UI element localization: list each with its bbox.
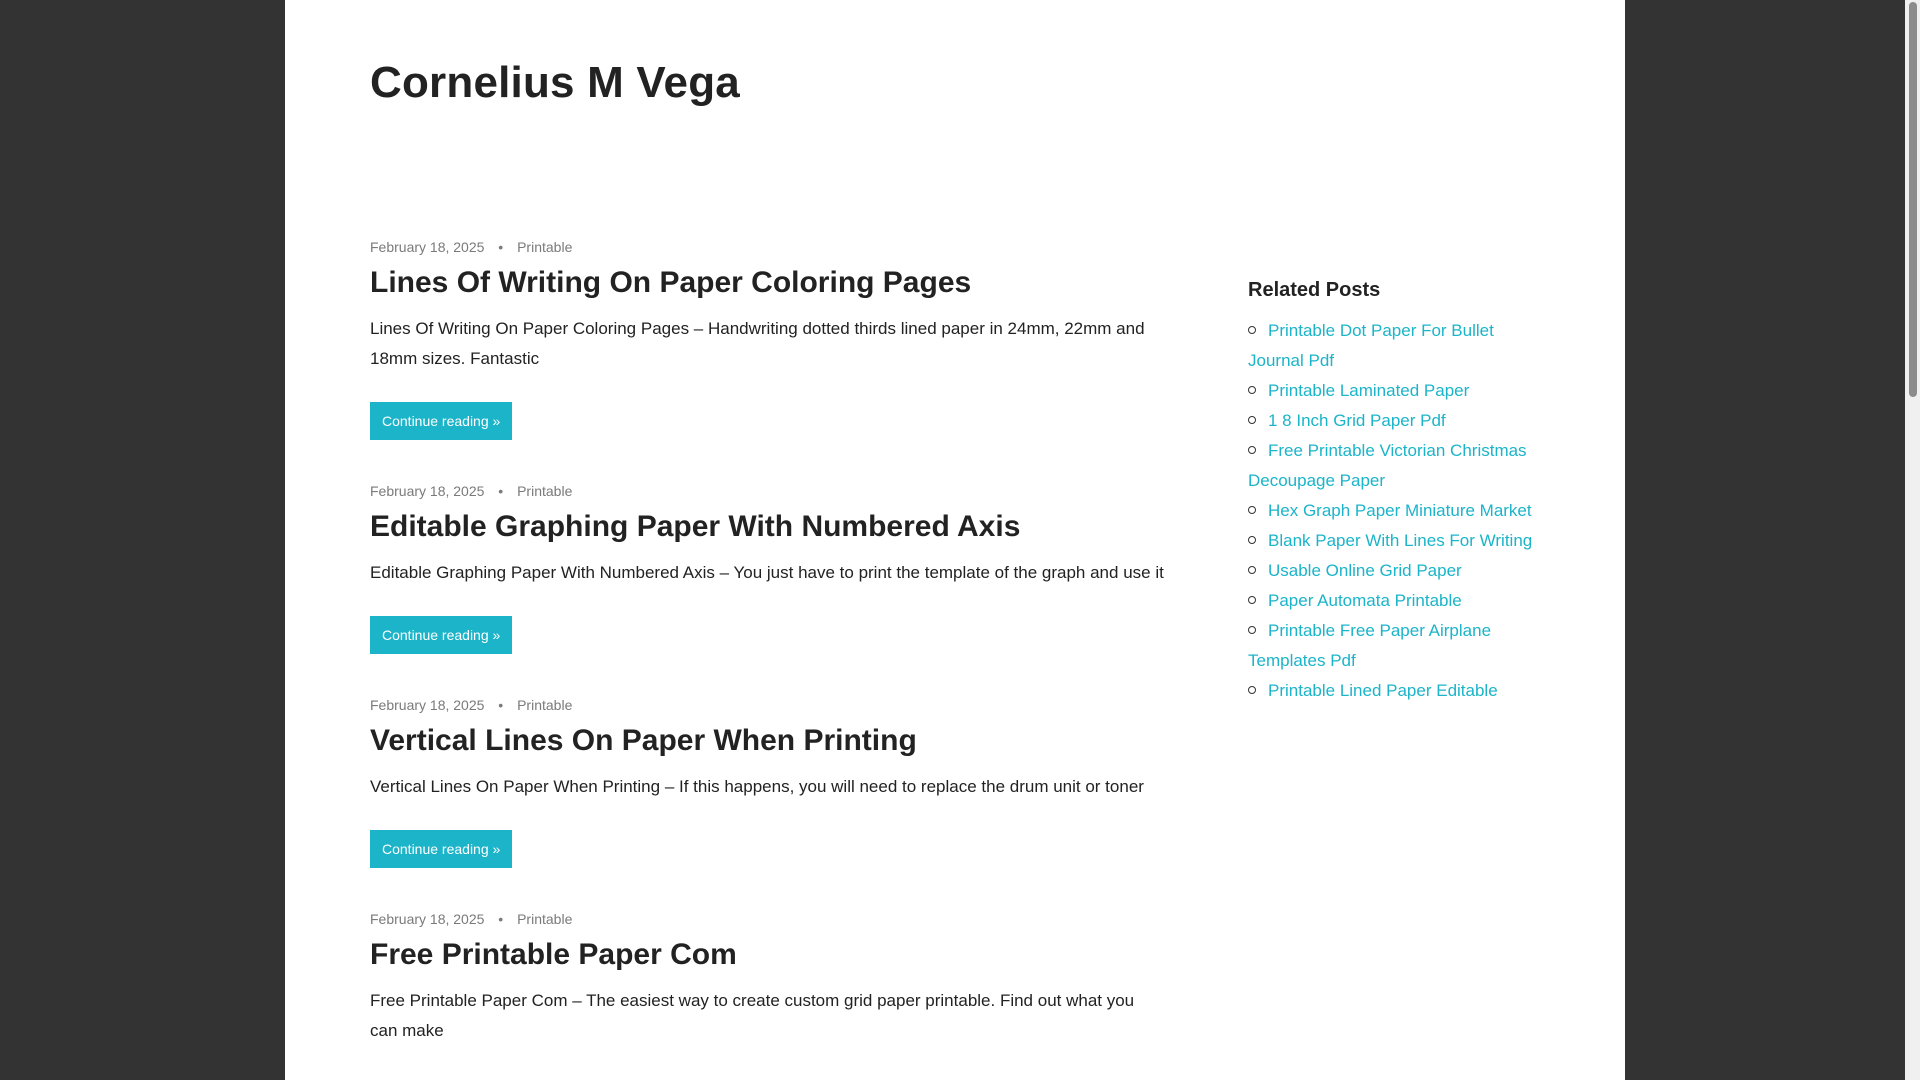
related-post-link[interactable]: Printable Lined Paper Editable xyxy=(1268,681,1498,700)
post-item xyxy=(370,236,1165,440)
related-post-link[interactable]: Free Printable Victorian Christmas Decoupage Paper xyxy=(1248,441,1527,490)
related-post-link[interactable]: Blank Paper With Lines For Writing xyxy=(1268,531,1533,550)
related-posts-list xyxy=(1248,316,1548,706)
post-title[interactable]: Vertical Lines On Paper When Printing xyxy=(370,724,917,757)
sidebar xyxy=(1248,279,1548,706)
meta-separator: • xyxy=(498,483,504,499)
page-container xyxy=(285,0,1625,1080)
related-post-link[interactable]: 1 8 Inch Grid Paper Pdf xyxy=(1268,411,1446,430)
related-post-item xyxy=(1248,496,1548,526)
bullet-icon xyxy=(1248,626,1256,634)
related-post-item xyxy=(1248,376,1548,406)
post-item xyxy=(370,480,1165,654)
related-post-item xyxy=(1248,526,1548,556)
post-excerpt: Lines Of Writing On Paper Coloring Pages – Handwriting dotted thirds lined paper in 24mm, 22mm and 18mm sizes. Fantastic xyxy=(370,319,1145,368)
posts-list xyxy=(370,236,1165,1080)
related-post-item xyxy=(1248,316,1548,376)
continue-reading-button[interactable]: Continue reading » xyxy=(370,830,512,868)
bullet-icon xyxy=(1248,566,1256,574)
post-meta xyxy=(370,908,1165,930)
related-post-item xyxy=(1248,586,1548,616)
post-meta xyxy=(370,480,1165,502)
post-category-link[interactable]: Printable xyxy=(517,239,573,255)
bullet-icon xyxy=(1248,386,1256,394)
related-post-link[interactable]: Printable Dot Paper For Bullet Journal Pdf xyxy=(1248,321,1494,370)
post-date[interactable]: February 18, 2025 xyxy=(370,483,485,499)
post-category-link[interactable]: Printable xyxy=(517,911,573,927)
bullet-icon xyxy=(1248,686,1256,694)
related-post-item xyxy=(1248,436,1548,496)
meta-separator: • xyxy=(498,697,504,713)
scrollbar-thumb[interactable] xyxy=(1909,2,1917,397)
related-post-link[interactable]: Printable Laminated Paper xyxy=(1268,381,1470,400)
meta-separator: • xyxy=(498,239,504,255)
related-posts-heading: Related Posts xyxy=(1248,279,1381,301)
post-category-link[interactable]: Printable xyxy=(517,483,573,499)
related-post-item xyxy=(1248,406,1548,436)
meta-separator: • xyxy=(498,911,504,927)
post-title[interactable]: Lines Of Writing On Paper Coloring Pages xyxy=(370,266,972,299)
post-excerpt: Vertical Lines On Paper When Printing – If this happens, you will need to replace the drum unit or toner xyxy=(370,777,1144,796)
post-title[interactable]: Free Printable Paper Com xyxy=(370,938,737,971)
post-meta xyxy=(370,236,1165,258)
continue-reading-button[interactable]: Continue reading » xyxy=(370,402,512,440)
post-item xyxy=(370,908,1165,1046)
related-post-link[interactable]: Printable Free Paper Airplane Templates Pdf xyxy=(1248,621,1492,670)
bullet-icon xyxy=(1248,446,1256,454)
bullet-icon xyxy=(1248,596,1256,604)
post-excerpt: Free Printable Paper Com – The easiest way to create custom grid paper printable. Find out what you can make xyxy=(370,991,1135,1040)
site-title[interactable]: Cornelius M Vega xyxy=(370,58,740,107)
vertical-scrollbar[interactable] xyxy=(1905,0,1920,1080)
post-meta xyxy=(370,694,1165,716)
related-post-item xyxy=(1248,616,1548,676)
continue-reading-button[interactable]: Continue reading » xyxy=(370,616,512,654)
bullet-icon xyxy=(1248,536,1256,544)
related-post-link[interactable]: Usable Online Grid Paper xyxy=(1268,561,1462,580)
post-excerpt: Editable Graphing Paper With Numbered Axis – You just have to print the template of the graph and use it xyxy=(370,563,1164,582)
post-date[interactable]: February 18, 2025 xyxy=(370,911,485,927)
related-post-link[interactable]: Hex Graph Paper Miniature Market xyxy=(1268,501,1532,520)
related-post-link[interactable]: Paper Automata Printable xyxy=(1268,591,1462,610)
post-category-link[interactable]: Printable xyxy=(517,697,573,713)
post-item xyxy=(370,694,1165,868)
bullet-icon xyxy=(1248,416,1256,424)
related-post-item xyxy=(1248,676,1548,706)
bullet-icon xyxy=(1248,506,1256,514)
post-date[interactable]: February 18, 2025 xyxy=(370,239,485,255)
bullet-icon xyxy=(1248,326,1256,334)
related-post-item xyxy=(1248,556,1548,586)
post-title[interactable]: Editable Graphing Paper With Numbered Axis xyxy=(370,510,1021,543)
post-date[interactable]: February 18, 2025 xyxy=(370,697,485,713)
